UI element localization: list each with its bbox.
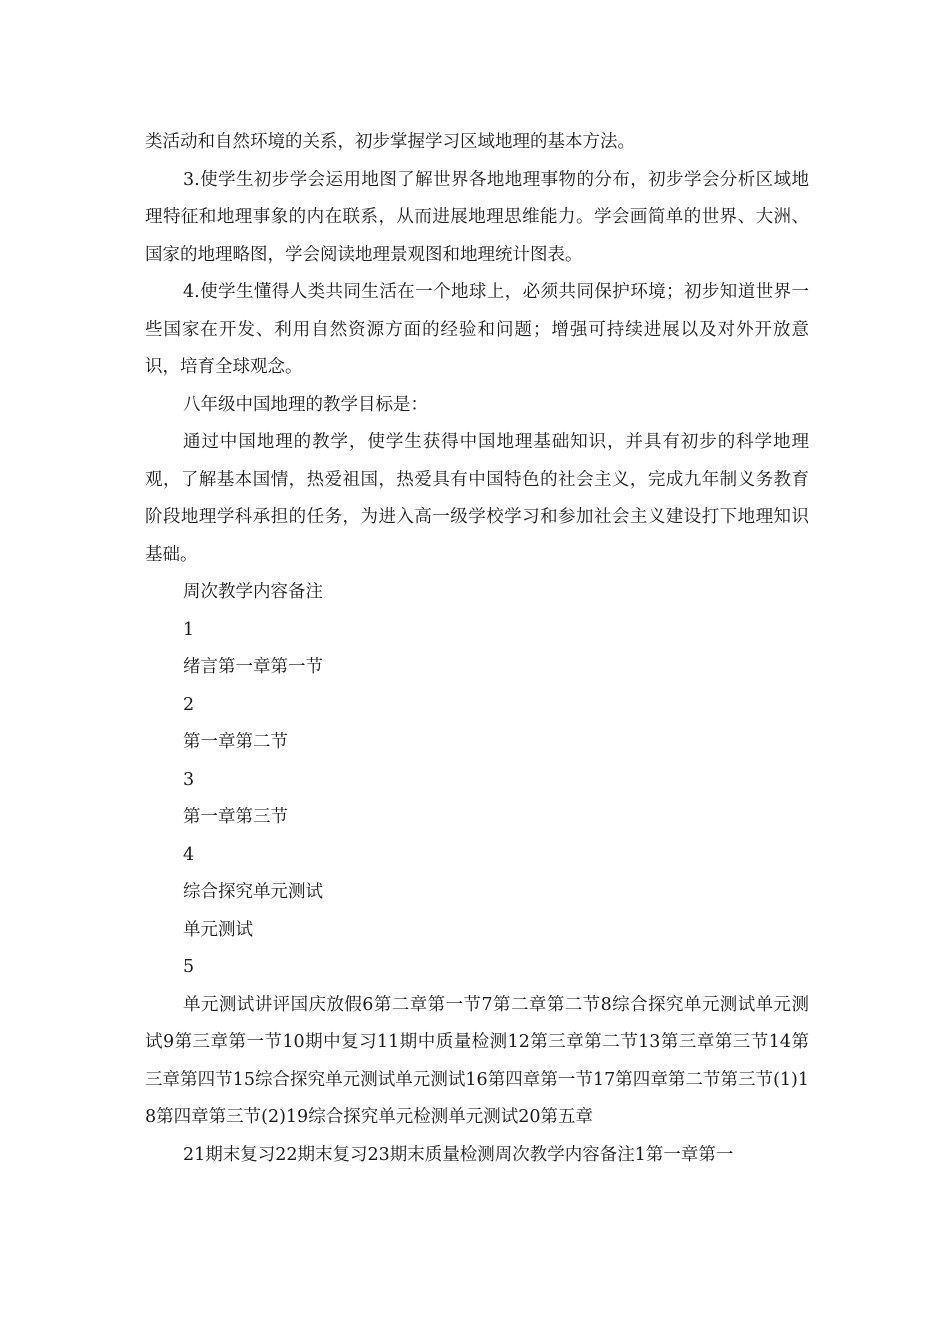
schedule-run-on-paragraph: 单元测试讲评国庆放假6第二章第一节7第二章第二节8综合探究单元测试单元测试9第三章第一节10期中复习11期中质量检测12第三章第二节13第三章第三节14第三章第四节15综合探究单元测试单元测试16第四章第一节17第四章第二节第三节(1)18第四章第三节(2)19综合探究单元检测单元测试20第五章 xyxy=(145,994,809,1127)
paragraph-goal-4: 4.使学生懂得人类共同生活在一个地球上，必须共同保护环境；初步知道世界一些国家在开发、利用自然资源方面的经验和问题；增强可持续进展以及对外开放意识，培育全球观念。 xyxy=(145,282,809,377)
schedule-week-number: 4 xyxy=(183,844,195,865)
paragraph-continuation: 类活动和自然环境的关系，初步掌握学习区域地理的基本方法。 xyxy=(145,132,635,152)
schedule-week-content: 第一章第三节 xyxy=(183,807,288,827)
schedule-week-content: 绪言第一章第一节 xyxy=(183,657,323,677)
paragraph-grade8-heading: 八年级中国地理的教学目标是： xyxy=(183,394,428,415)
schedule-week-content: 第一章第二节 xyxy=(183,732,288,752)
schedule-week-content: 综合探究单元测试 xyxy=(183,882,323,902)
schedule-week-number: 2 xyxy=(183,694,195,715)
schedule-header: 周次教学内容备注 xyxy=(183,582,323,602)
document-body xyxy=(145,124,809,1174)
schedule-week-number: 1 xyxy=(183,619,195,640)
schedule-week-note: 单元测试 xyxy=(183,919,253,940)
schedule-week-number: 3 xyxy=(183,769,195,790)
schedule-run-on-paragraph-2: 21期末复习22期末复习23期末质量检测周次教学内容备注1第一章第一 xyxy=(183,1144,734,1165)
paragraph-grade8-goal: 通过中国地理的教学，使学生获得中国地理基础知识，并具有初步的科学地理观，了解基本国情，热爱祖国，热爱具有中国特色的社会主义，完成九年制义务教育阶段地理学科承担的任务，为进入高一级学校学习和参加社会主义建设打下地理知识基础。 xyxy=(145,432,809,565)
paragraph-goal-3: 3.使学生初步学会运用地图了解世界各地地理事物的分布，初步学会分析区域地理特征和地理事象的内在联系，从而进展地理思维能力。学会画简单的世界、大洲、国家的地理略图，学会阅读地理景观图和地理统计图表。 xyxy=(145,169,809,265)
schedule-week-number: 5 xyxy=(183,957,195,977)
